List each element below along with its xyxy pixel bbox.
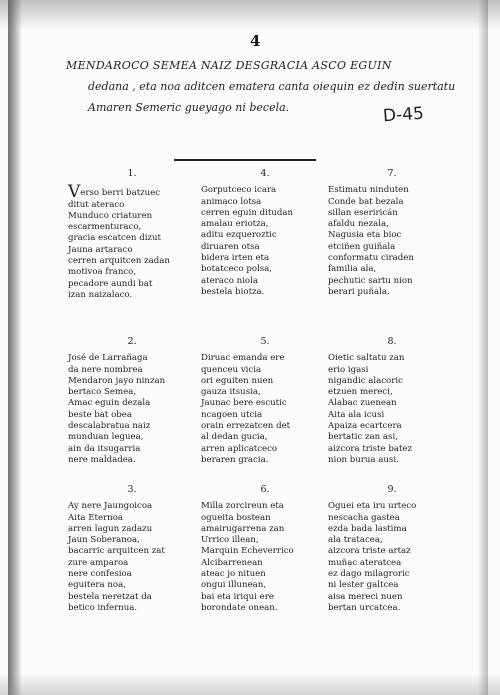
verse-line: ori eguiten nuen <box>201 375 274 386</box>
verse-line: Estimatu ninduten <box>328 185 409 196</box>
verse-line: aizcora triste batez <box>328 443 413 454</box>
verse-line: afaldu nezala, <box>328 219 389 230</box>
verse-line: betico infernua. <box>68 602 138 613</box>
stanza-number: 5. <box>260 336 270 347</box>
verse-line: bertaco Semea, <box>68 387 137 398</box>
verse-line: Jauna artaraco <box>68 244 133 255</box>
verse-line: gracia escatcen dizut <box>68 233 161 244</box>
verse-line: munduan leguea, <box>68 432 144 443</box>
verse-line: amalau eriotza, <box>201 219 269 230</box>
verse-line: descalabratua naiz <box>68 421 151 432</box>
verse-line: escarmenturaco, <box>68 222 142 233</box>
verse-line: berari puñala. <box>328 286 390 297</box>
scan-shadow-right <box>478 0 488 695</box>
verse-line: Verso berri batzuec <box>68 182 161 203</box>
verse-line: etzuen mereci, <box>328 387 393 398</box>
stanza-5 <box>201 336 329 466</box>
verse-line: nere maldadea. <box>68 454 136 465</box>
verse-line: José de Larrañaga <box>68 353 148 364</box>
verse-line: aditu ezqueroztic <box>201 230 277 241</box>
verse-line: orain errezatcen det <box>201 421 291 432</box>
verse-line: bacarric arquitcen zat <box>68 546 165 557</box>
verse-line: quenceu vicia <box>201 364 262 375</box>
verse-line: ni lester galtcea <box>328 580 399 591</box>
stanza-number: 6. <box>260 484 270 495</box>
verse-line: Apaiza ecartcera <box>328 421 402 432</box>
stanza-6 <box>201 484 329 614</box>
scan-shadow-bottom <box>0 673 500 695</box>
stanza-number: 9. <box>387 484 397 495</box>
verse-line: Marquin Echeverrico <box>201 546 294 557</box>
verse-line: pechutic sartu nion <box>328 275 413 286</box>
verse-line: nere confesioa <box>68 569 132 580</box>
verse-line: bestela biotza. <box>201 286 265 297</box>
page-number: 4 <box>250 32 261 50</box>
verse-line: Oguei eta iru urteco <box>328 501 417 512</box>
stanza-number: 4. <box>260 168 270 179</box>
verse-line: Jaun Soberanoa, <box>68 535 140 546</box>
verse-line: al dedan gucia, <box>201 432 268 443</box>
verse-line: cerren eguin ditudan <box>201 207 294 218</box>
verse-line: beste bat obea <box>68 409 132 420</box>
verse-line: ain da itsugarria <box>68 443 141 454</box>
verse-line: bestela neretzat da <box>68 591 152 602</box>
verse-line: Aita ala icusi <box>328 409 385 420</box>
verse-line: Jaunac bere escutic <box>201 398 287 409</box>
verse-line: Mendaron jayo ninzan <box>68 375 166 386</box>
verse-line: Alcibarrenean <box>201 557 263 568</box>
verse-line: ala tratacea, <box>328 535 383 546</box>
handwritten-shelfmark: D-45 <box>382 103 425 127</box>
verse-line: Ay nere Jaungoicoa <box>68 501 153 512</box>
stanza-9 <box>328 484 456 614</box>
verse-line: Aita Eternoa <box>68 512 124 523</box>
verse-line: conformatu ciraden <box>328 253 414 264</box>
verse-line: beraren gracia. <box>201 454 269 465</box>
verse-line: Gorputceco icara <box>201 185 277 196</box>
verse-line: ez dago milagroric <box>328 569 410 580</box>
stanza-number: 3. <box>127 484 137 495</box>
stanza-7 <box>328 168 456 298</box>
verse-line: ongui illunean, <box>201 580 267 591</box>
stanza-number: 1. <box>127 168 137 179</box>
verse-line: pecadore aundi bat <box>68 278 153 289</box>
verse-line: nigandic alacoric <box>328 375 403 386</box>
verse-line: borondate onean. <box>201 602 278 613</box>
verse-line: Munduco criaturen <box>68 210 153 221</box>
verse-line: Amac eguin dezala <box>68 398 151 409</box>
verse-line: sillan eseriricán <box>328 207 398 218</box>
stanza-2 <box>68 336 196 466</box>
scan-shadow-top <box>0 0 500 30</box>
verse-line: cerren arquitcen zadan <box>68 256 170 267</box>
verse-line: gauza itsusia, <box>201 387 261 398</box>
verse-line: da nere nombrea <box>68 364 143 375</box>
verse-line: Conde bat bezala <box>328 196 404 207</box>
title-line-3: Amaren Semeric gueyago ni becela. <box>88 101 290 114</box>
scan-shadow-left <box>8 0 22 695</box>
verse-line: aizcora triste artaz <box>328 546 411 557</box>
verse-line: Diruac emanda ere <box>201 353 285 364</box>
verse-line: Alabac zuenean <box>328 398 397 409</box>
verse-line: Nagusia eta bioc <box>328 230 402 241</box>
stanza-number: 7. <box>387 168 397 179</box>
verse-line: izan naizalaco. <box>68 289 133 300</box>
verse-line: arren aplicatceco <box>201 443 278 454</box>
stanza-8 <box>328 336 456 466</box>
verse-line: animaco lotsa <box>201 196 262 207</box>
title-line-1: MENDAROCO SEMEA NAIZ DESGRACIA ASCO EGUIN <box>66 59 392 72</box>
title-line-2: dedana , eta noa aditcen ematera canta oiequin ez dedin suertatu <box>88 80 456 93</box>
verse-line: Urrico illean, <box>201 535 259 546</box>
verse-line: ogueita bostean <box>201 512 271 523</box>
verse-line: eguitera noa, <box>68 580 126 591</box>
verse-line: ateraco niola <box>201 275 258 286</box>
verse-line: ateac jo nituen <box>201 569 266 580</box>
verse-line: Oietic saltatu zan <box>328 353 405 364</box>
stanza-1 <box>68 168 196 301</box>
verse-line: muñac ateratcea <box>328 557 402 568</box>
verse-line: bertan urcatcea. <box>328 602 401 613</box>
verse-line: ezda bada lastima <box>328 523 407 534</box>
verse-line: Milla zorcireun eta <box>201 501 284 512</box>
stanza-number: 2. <box>127 336 137 347</box>
title-divider <box>174 159 316 161</box>
verse-line: etciñen guiñala <box>328 241 396 252</box>
verse-line: nescacha gastea <box>328 512 400 523</box>
verse-line: erio igasi <box>328 364 369 375</box>
verse-line: nion burua ausi. <box>328 454 399 465</box>
stanza-4 <box>201 168 329 298</box>
verse-line: arren lagun zadazu <box>68 523 153 534</box>
verse-line: bai eta iriqui ere <box>201 591 274 602</box>
verse-line: ditut ateraco <box>68 199 125 210</box>
verse-line: diruaren otsa <box>201 241 260 252</box>
verse-line: botatceco polsa, <box>201 264 273 275</box>
verse-line: motivoa franco, <box>68 267 137 278</box>
stanza-number: 8. <box>387 336 397 347</box>
verse-line: bidera irten eta <box>201 253 270 264</box>
stanza-3 <box>68 484 196 614</box>
verse-line: aisa mereci nuen <box>328 591 403 602</box>
verse-line: amairugarrena zan <box>201 523 285 534</box>
verse-line: familia ala, <box>328 264 377 275</box>
verse-line: ncagoen utcia <box>201 409 263 420</box>
verse-line: zure amparoa <box>68 557 129 568</box>
verse-line: bertatic zan asi, <box>328 432 398 443</box>
